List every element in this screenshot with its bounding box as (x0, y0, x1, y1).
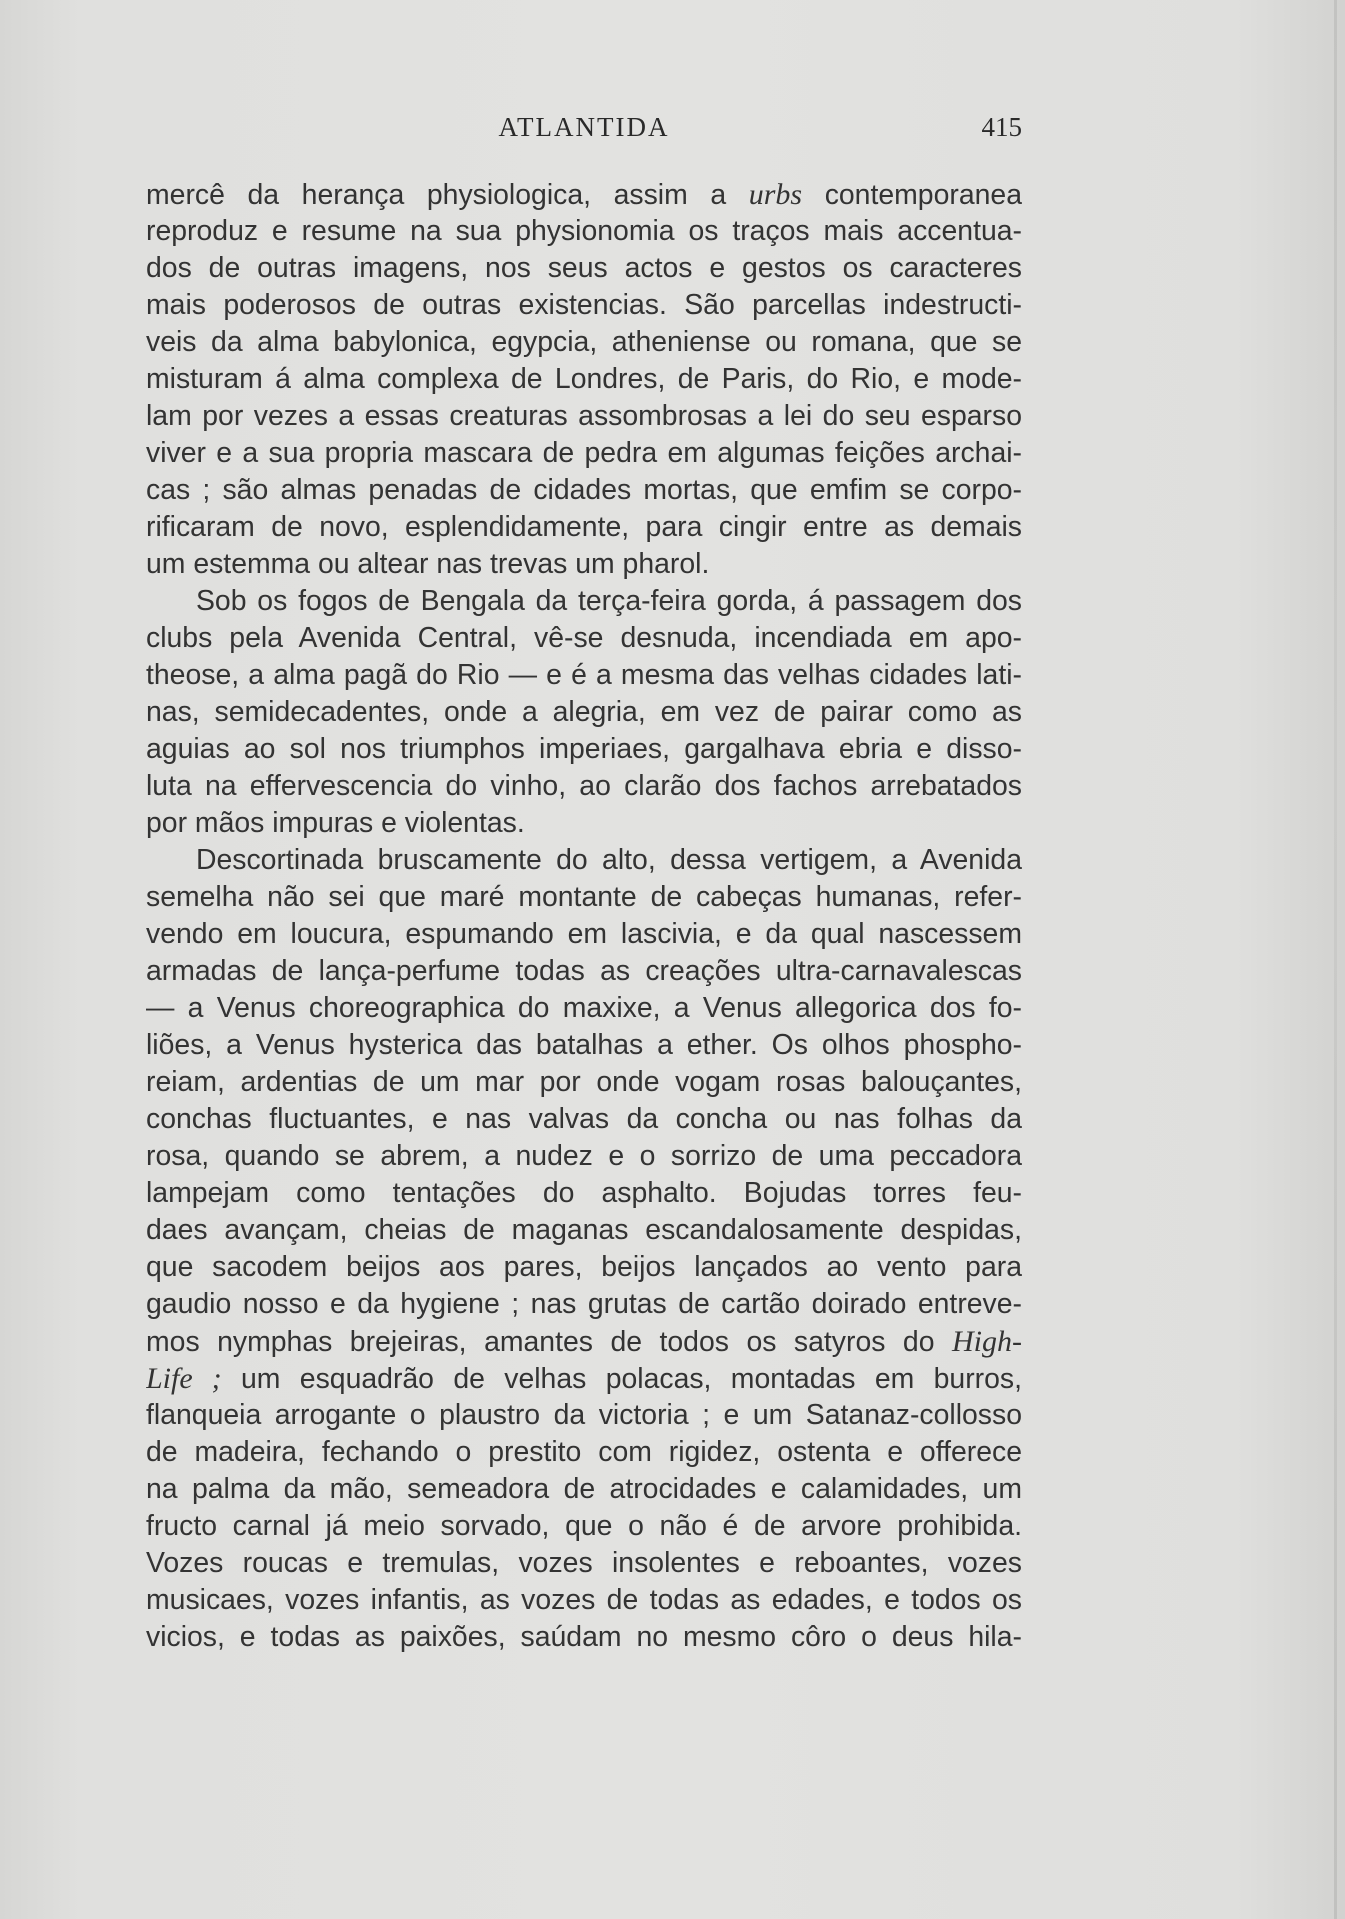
text-line (146, 731, 1022, 768)
text-line (146, 435, 1022, 472)
paragraph (146, 842, 1022, 1656)
text-run: theose, a alma pagã do Rio — e é a mesma das velhas cidades lati- (146, 659, 1022, 691)
text-line (146, 1138, 1022, 1175)
text-line (146, 250, 1022, 287)
text-line (146, 509, 1022, 546)
text-line (146, 1582, 1022, 1619)
text-line (146, 1434, 1022, 1471)
text-run: cas ; são almas penadas de cidades mortas, que emfim se corpo- (146, 474, 1022, 506)
text-run: armadas de lança-perfume todas as creações ultra-carnavalescas (146, 955, 1022, 987)
text-run: viver e a sua propria mascara de pedra em algumas feições archai- (146, 437, 1022, 469)
text-run: musicaes, vozes infantis, as vozes de todas as edades, e todos os (146, 1584, 1022, 1616)
text-line (146, 176, 1022, 213)
text-run: lampejam como tentações do asphalto. Bojudas torres feu- (146, 1177, 1022, 1209)
text-run: de madeira, fechando o prestito com rigidez, ostenta e offerece (146, 1436, 1022, 1468)
text-line (146, 657, 1022, 694)
text-run: vicios, e todas as paixões, saúdam no mesmo côro o deus hila- (146, 1621, 1022, 1653)
text-run: dos de outras imagens, nos seus actos e gestos os caracteres (146, 252, 1022, 284)
text-run: gaudio nosso e da hygiene ; nas grutas de cartão doirado entreve- (146, 1288, 1022, 1320)
text-line (146, 916, 1022, 953)
text-run: reiam, ardentias de um mar por onde vogam rosas balouçantes, (146, 1066, 1022, 1098)
text-run: aguias ao sol nos triumphos imperiaes, gargalhava ebria e disso- (146, 733, 1022, 765)
text-line (146, 213, 1022, 250)
text-run: reproduz e resume na sua physionomia os traços mais accentua- (146, 215, 1022, 247)
text-line (146, 1323, 1022, 1360)
text-line (146, 1064, 1022, 1101)
text-run: rosa, quando se abrem, a nudez e o sorrizo de uma peccadora (146, 1140, 1022, 1172)
paragraph (146, 176, 1022, 583)
text-run: na palma da mão, semeadora de atrocidades e calamidades, um (146, 1473, 1022, 1505)
text-line (146, 546, 1022, 583)
text-line (146, 1249, 1022, 1286)
text-line (146, 1175, 1022, 1212)
text-run: veis da alma babylonica, egypcia, atheniense ou romana, que se (146, 326, 1022, 358)
text-line (146, 324, 1022, 361)
running-title: ATLANTIDA (498, 112, 670, 142)
text-line (146, 1397, 1022, 1434)
text-line (146, 768, 1022, 805)
text-run: liões, a Venus hysterica das batalhas a ether. Os olhos phospho- (146, 1029, 1022, 1061)
text-run: lam por vezes a essas creaturas assombrosas a lei do seu esparso (146, 400, 1022, 432)
text-line (146, 583, 1022, 620)
italic-text: High- (952, 1325, 1022, 1358)
text-run: um estemma ou altear nas trevas um pharol. (146, 548, 710, 580)
text-line (146, 361, 1022, 398)
text-line (146, 1286, 1022, 1323)
text-line (146, 1508, 1022, 1545)
text-line (146, 1360, 1022, 1397)
text-run: misturam á alma complexa de Londres, de Paris, do Rio, e mode- (146, 363, 1022, 395)
text-line (146, 620, 1022, 657)
text-run: semelha não sei que maré montante de cabeças humanas, refer- (146, 881, 1022, 913)
text-run: clubs pela Avenida Central, vê-se desnuda, incendiada em apo- (146, 622, 1022, 654)
text-line (146, 398, 1022, 435)
body-text (146, 176, 1022, 1656)
text-line (146, 1471, 1022, 1508)
italic-text: Life ; (146, 1362, 222, 1395)
text-line (146, 842, 1022, 879)
text-line (146, 990, 1022, 1027)
text-line (146, 879, 1022, 916)
page-edge (1334, 0, 1337, 1919)
text-run: conchas fluctuantes, e nas valvas da concha ou nas folhas da (146, 1103, 1022, 1135)
text-run: — a Venus choreographica do maxixe, a Venus allegorica dos fo- (146, 992, 1022, 1024)
italic-text: urbs (748, 178, 803, 211)
text-run: por mãos impuras e violentas. (146, 807, 525, 839)
text-line (146, 1027, 1022, 1064)
text-run: flanqueia arrogante o plaustro da victoria ; e um Satanaz-collosso (146, 1399, 1022, 1431)
text-run: um esquadrão de velhas polacas, montadas em burros, (221, 1363, 1022, 1395)
text-run: rificaram de novo, esplendidamente, para cingir entre as demais (146, 511, 1022, 543)
text-line (146, 694, 1022, 731)
paragraph (146, 583, 1022, 842)
text-run: mais poderosos de outras existencias. São parcellas indestructi- (146, 289, 1022, 321)
text-line (146, 472, 1022, 509)
text-run: Sob os fogos de Bengala da terça-feira gorda, á passagem dos (196, 585, 1022, 617)
text-run: mercê da herança physiologica, assim a (146, 179, 749, 211)
text-run: mos nymphas brejeiras, amantes de todos os satyros do (146, 1326, 952, 1358)
text-run: Descortinada bruscamente do alto, dessa vertigem, a Avenida (196, 844, 1022, 876)
text-run: que sacodem beijos aos pares, beijos lançados ao vento para (146, 1251, 1022, 1283)
text-line (146, 287, 1022, 324)
text-run: nas, semidecadentes, onde a alegria, em vez de pairar como as (146, 696, 1022, 728)
text-line (146, 1619, 1022, 1656)
text-run: daes avançam, cheias de maganas escandalosamente despidas, (146, 1214, 1022, 1246)
text-run: luta na effervescencia do vinho, ao clarão dos fachos arrebatados (146, 770, 1022, 802)
text-line (146, 953, 1022, 990)
text-line (146, 1545, 1022, 1582)
page-header (146, 112, 1022, 152)
text-run: contemporanea (802, 179, 1022, 211)
text-line (146, 1212, 1022, 1249)
text-run: Vozes roucas e tremulas, vozes insolentes e reboantes, vozes (146, 1547, 1022, 1579)
text-line (146, 1101, 1022, 1138)
text-run: fructo carnal já meio sorvado, que o não é de arvore prohibida. (146, 1510, 1022, 1542)
text-run: vendo em loucura, espumando em lascivia, e da qual nascessem (146, 918, 1022, 950)
page-number: 415 (981, 112, 1022, 142)
text-line (146, 805, 1022, 842)
